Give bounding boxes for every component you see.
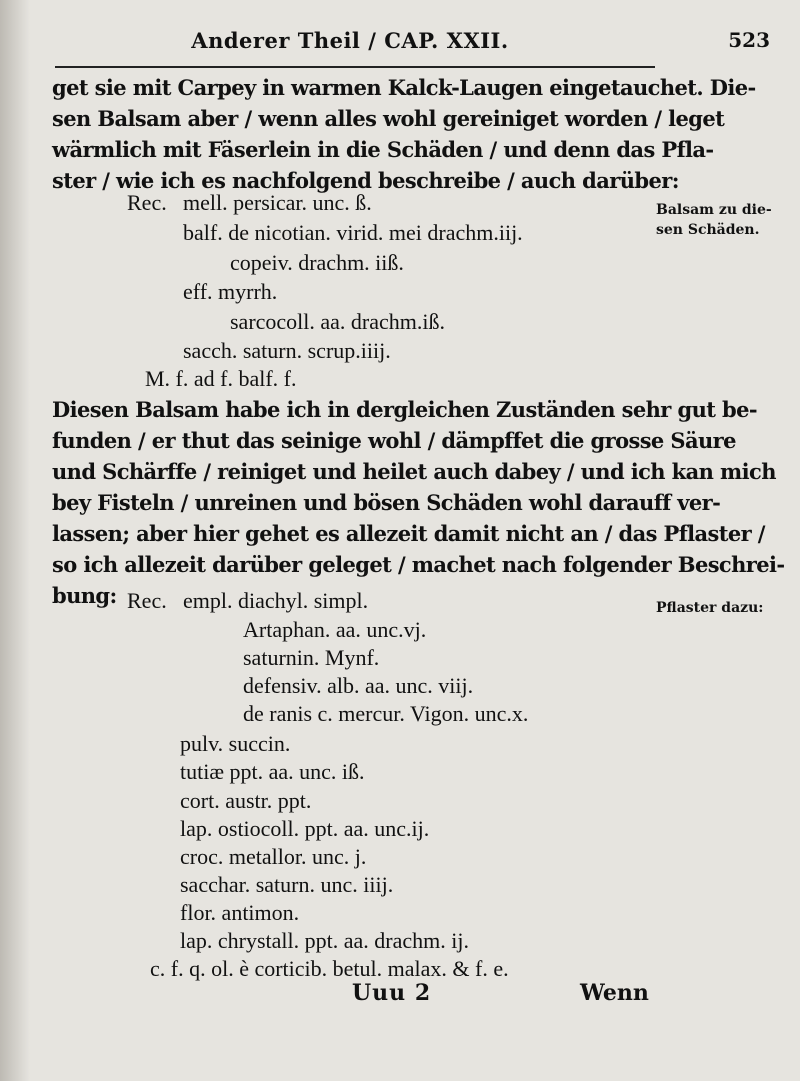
recipe-line: de ranis c. mercur. Vigon. unc.x. (243, 701, 529, 726)
recipe-line: balf. de nicotian. virid. mei drachm.iij. (183, 220, 523, 245)
text-line: Diesen Balsam habe ich in dergleichen Zuständen sehr gut be- (52, 397, 758, 422)
text-line: und Schärffe / reiniget und heilet auch dabey / und ich kan mich (52, 459, 776, 484)
text-line: bung: (52, 583, 117, 608)
margin-note-balsam: Balsam zu die-sen Schäden. (656, 202, 772, 238)
text-line: wärmlich mit Fäserlein in die Schäden / und denn das Pfla- (52, 137, 714, 162)
page-number: 523 (728, 28, 770, 52)
text-line: bey Fisteln / unreinen und bösen Schäden wohl darauff ver- (52, 490, 721, 515)
recipe-line: defensiv. alb. aa. unc. viij. (243, 673, 474, 698)
page-header (0, 28, 800, 64)
recipe-line: flor. antimon. (180, 900, 300, 925)
recipe-line: empl. diachyl. simpl. (183, 588, 369, 613)
signature-mark: Uuu 2 (352, 980, 432, 1006)
text-line: ster / wie ich es nachfolgend beschreibe / auch darüber: (52, 168, 679, 193)
paragraph-1 (52, 72, 756, 196)
recipe-line: lap. chrystall. ppt. aa. drachm. ij. (180, 928, 469, 953)
page-edge-shadow (0, 0, 30, 1081)
recipe-line: copeiv. drachm. iiß. (230, 250, 404, 275)
recipe-line: sacch. saturn. scrup.iiij. (183, 338, 391, 363)
recipe-rec-label: Rec. (127, 588, 167, 613)
recipe-rec-label: Rec. (127, 190, 167, 215)
recipe-line: pulv. succin. (180, 731, 291, 756)
recipe-line: mell. persicar. unc. ß. (183, 190, 372, 215)
text-line: sen Balsam aber / wenn alles wohl gereiniget worden / leget (52, 106, 725, 131)
recipe-mf-line: M. f. ad f. balf. f. (145, 366, 297, 391)
text-line: funden / er thut das seinige wohl / dämpffet die grosse Säure (52, 428, 736, 453)
recipe-line: croc. metallor. unc. j. (180, 844, 367, 869)
catchword: Wenn (580, 980, 649, 1006)
page-footer (0, 980, 800, 1020)
running-head: Anderer Theil / CAP. XXII. (191, 28, 509, 53)
text-line: get sie mit Carpey in warmen Kalck-Laugen eingetauchet. Die- (52, 75, 756, 100)
recipe-line: c. f. q. ol. è corticib. betul. malax. & f. e. (150, 956, 509, 981)
text-line: so ich allezeit darüber geleget / machet nach folgender Beschrei- (52, 552, 785, 577)
text-line: lassen; aber hier gehet es allezeit damit nicht an / das Pflaster / (52, 521, 765, 546)
recipe-line: tutiæ ppt. aa. unc. iß. (180, 759, 365, 784)
recipe-line: Artaphan. aa. unc.vj. (243, 617, 427, 642)
recipe-line: cort. austr. ppt. (180, 788, 312, 813)
recipe-line: eff. myrrh. (183, 279, 278, 304)
recipe-line: lap. ostiocoll. ppt. aa. unc.ij. (180, 816, 430, 841)
recipe-line: sarcocoll. aa. drachm.iß. (230, 309, 446, 334)
header-rule (55, 66, 655, 68)
margin-note-pflaster: Pflaster dazu: (656, 600, 764, 616)
recipe-line: saturnin. Mynf. (243, 645, 380, 670)
recipe-line: sacchar. saturn. unc. iiij. (180, 872, 394, 897)
